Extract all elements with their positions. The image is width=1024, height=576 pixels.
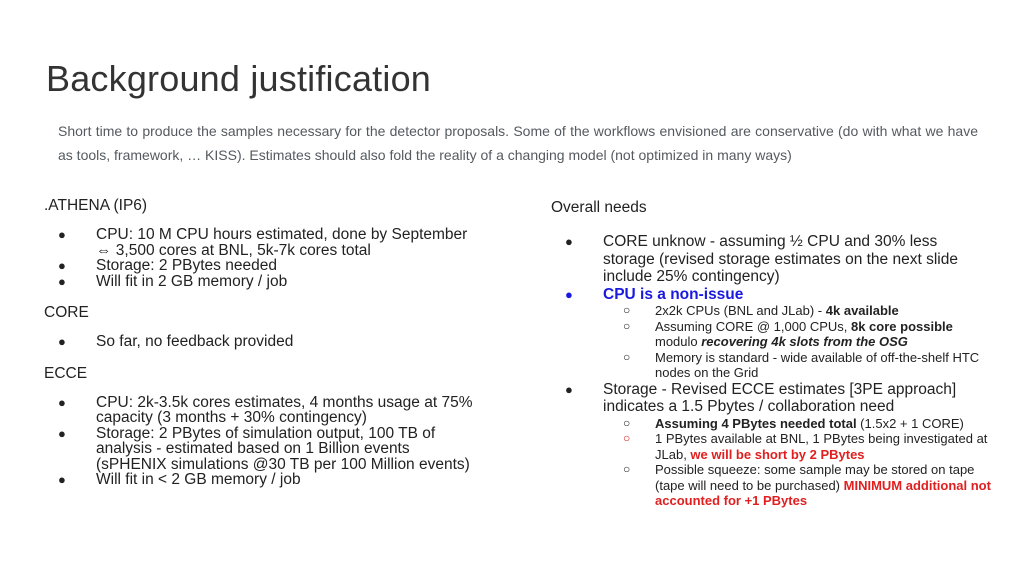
bullet-icon: ● xyxy=(58,394,66,410)
intro-paragraph: Short time to produce the samples necessary for the detector proposals. Some of the workflows envisioned are conservative (do with what we have as tools, framework, … KISS). Estimates should also fold the reality of a changing model (not optimized in many ways) xyxy=(58,123,978,163)
sub-bullet-icon: ○ xyxy=(623,318,631,333)
list-item: ● CORE unknow - assuming ½ CPU and 30% less storage (revised storage estimates on the next slide include 25% contingency) xyxy=(565,233,958,285)
right-column xyxy=(551,196,991,509)
bullet-icon: ● xyxy=(58,227,66,242)
sub-bullet-icon: ○ xyxy=(623,462,631,476)
list-item: ● Storage - Revised ECCE estimates [3PE approach] indicates a 1.5 Pbytes / collaboration need ○ Assuming 4 PBytes needed total (1.5x2 + 1 CORE) ○ 1 PBytes available at BNL, 1 PBytes being investigated at JLab, we will be short by 2 PBytes ○ Possible squeeze: some sample may be stored on tape (tape will need to be purchased) MINIMUM additional not accounted for +1 PBytes xyxy=(565,380,991,508)
core-list xyxy=(44,334,484,350)
list-item: ● Will fit in < 2 GB memory / job xyxy=(58,471,301,488)
bullet-icon: ● xyxy=(565,286,573,302)
cpu-sublist xyxy=(603,303,991,381)
list-item: ● Storage: 2 PBytes needed xyxy=(58,257,277,274)
core-heading: CORE xyxy=(44,304,89,321)
bullet-icon: ● xyxy=(565,381,573,397)
bullet-icon: ● xyxy=(58,425,66,441)
left-column xyxy=(44,196,484,488)
bullet-icon: ● xyxy=(58,273,66,289)
list-item: ○ 2x2k CPUs (BNL and JLab) - 4k available xyxy=(623,303,899,318)
storage-sublist xyxy=(603,416,991,509)
list-item: ○ 1 PBytes available at BNL, 1 PBytes being investigated at JLab, we will be short by 2 PBytes xyxy=(623,431,988,462)
list-item xyxy=(551,286,991,381)
sub-bullet-icon: ○ xyxy=(623,349,631,364)
bullet-icon: ● xyxy=(565,234,573,249)
ecce-list xyxy=(44,395,484,488)
list-item: ○ Memory is standard - wide available of off-the-shelf HTC nodes on the Grid xyxy=(623,349,980,380)
bullet-icon: ● xyxy=(58,334,66,349)
list-item: ● CPU: 10 M CPU hours estimated, done by September ⇔ 3,500 cores at BNL, 5k-7k cores total xyxy=(58,226,468,259)
overall-needs-list xyxy=(551,233,991,509)
list-item: ● Storage: 2 PBytes of simulation output, 100 TB of analysis - estimated based on 1 Billion events (sPHENIX simulations @30 TB per 100 Million events) xyxy=(58,424,470,473)
cpu-highlight: CPU is a non-issue xyxy=(603,285,744,303)
bullet-icon: ● xyxy=(58,472,66,487)
overall-needs-heading: Overall needs xyxy=(551,199,647,216)
list-item: ○ Assuming 4 PBytes needed total (1.5x2 + 1 CORE) xyxy=(623,415,964,431)
athena-heading: .ATHENA (IP6) xyxy=(44,197,148,214)
sub-bullet-icon: ○ xyxy=(623,431,631,445)
list-item: ● So far, no feedback provided xyxy=(58,333,294,350)
ecce-heading: ECCE xyxy=(44,364,88,382)
list-item: ○ Assuming CORE @ 1,000 CPUs, 8k core possible modulo recovering 4k slots from the OSG xyxy=(623,318,953,349)
sub-bullet-icon: ○ xyxy=(623,415,631,430)
list-item: ● Will fit in 2 GB memory / job xyxy=(58,272,288,290)
bullet-icon: ● xyxy=(58,258,66,273)
list-item: ● CPU: 2k-3.5k cores estimates, 4 months usage at 75% capacity (3 months + 30% contingency) xyxy=(58,393,473,426)
sub-bullet-icon: ○ xyxy=(623,303,631,317)
slide-title: Background justification xyxy=(46,58,432,99)
athena-list xyxy=(44,227,484,289)
list-item: ○ Possible squeeze: some sample may be stored on tape (tape will need to be purchased) MINIMUM additional not accounted for +1 PBytes xyxy=(623,462,991,508)
